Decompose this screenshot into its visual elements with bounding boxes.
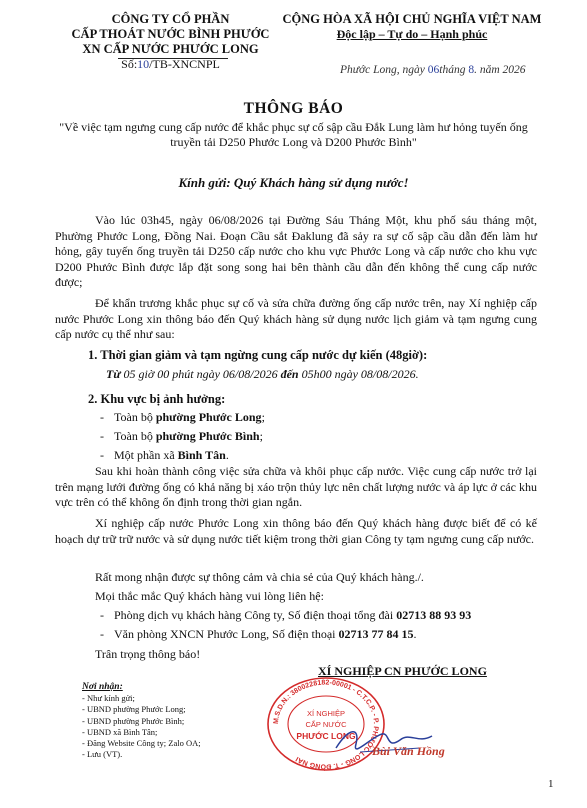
issuer-block <box>68 12 273 72</box>
affected-area-item: - Toàn bộ phường Phước Bình; <box>100 429 263 443</box>
recipient-item: - Đăng Website Công ty; Zalo OA; <box>82 738 201 749</box>
section-1-title: 1. Thời gian giảm và tạm ngừng cung cấp nước dự kiến (48giờ): <box>88 348 428 362</box>
date-day-handwritten: 06 <box>427 64 440 76</box>
handwritten-signature <box>330 718 440 768</box>
contact-line: - Văn phòng XNCN Phước Long, Số điện thoại 02713 77 84 15. <box>100 627 417 641</box>
closing-line: Trân trọng thông báo! <box>95 647 201 661</box>
recipients-title: Nơi nhận: <box>82 682 123 692</box>
section-2-title: 2. Khu vực bị ảnh hưởng: <box>88 392 226 406</box>
doc-number-handwritten: 10 <box>137 57 150 71</box>
paragraph-contact-intro: Mọi thắc mắc Quý khách hàng vui lòng liên hệ: <box>95 589 324 603</box>
paragraph-advice: Xí nghiệp cấp nước Phước Long xin thông báo đến Quý khách hàng được biết để có kế hoạch dự trữ trữ nước và sử dụng nước tiết kiệm trong thời gian Công ty tạm ngưng cung cấp nước. <box>55 516 537 546</box>
recipient-item: - UBND xã Bình Tân; <box>82 726 158 737</box>
issuer-divider <box>118 58 228 59</box>
signing-organization: XÍ NGHIỆP CN PHƯỚC LONG <box>318 664 487 678</box>
date-month-handwritten: 8 <box>468 64 475 76</box>
issue-date: Phước Long, ngày 06tháng 8. năm 2026 <box>340 64 526 76</box>
doc-number: Số:10/TB-XNCNPL <box>121 57 220 71</box>
contact-line: - Phòng dịch vụ khách hàng Công ty, Số điện thoại tổng đài 02713 88 93 93 <box>100 608 472 622</box>
stamp-center-line: XÍ NGHIỆP <box>307 709 345 718</box>
contact-phone: 02713 88 93 93 <box>396 608 472 622</box>
stamp-center-line: CẤP NƯỚC <box>305 720 347 729</box>
affected-area-item: - Toàn bộ phường Phước Long; <box>100 410 265 424</box>
paragraph-notice: Để khẩn trương khắc phục sự cố và sửa chữa đường ống cấp nước trên, nay Xí nghiệp cấp nước Phước Long xin thông báo đến Quý khách hàng sử dụng nước lịch giảm và tạm ngưng cung cấp nước cụ thể như sau: <box>55 296 537 341</box>
issuer-line-1: CÔNG TY CỔ PHẦN <box>111 12 230 26</box>
issuer-line-3: XN CẤP NƯỚC PHƯỚC LONG <box>82 42 259 56</box>
issuer-line-2: CẤP THOÁT NƯỚC BÌNH PHƯỚC <box>71 27 270 41</box>
paragraph-thanks: Rất mong nhận được sự thông cảm và chia sẻ của Quý khách hàng./. <box>95 570 424 584</box>
contact-phone: 02713 77 84 15 <box>338 627 414 641</box>
recipient-item: - Lưu (VT). <box>82 749 123 760</box>
recipient-item: - UBND phường Phước Long; <box>82 704 186 715</box>
signer-name: Bùi Văn Hồng <box>372 744 445 758</box>
page-number: 1 <box>548 778 554 790</box>
affected-area-item: - Một phần xã Bình Tân. <box>100 448 229 462</box>
recipient-item: - Như kính gửi; <box>82 693 135 704</box>
recipients-block <box>82 682 201 760</box>
document-title: THÔNG BÁO <box>243 100 344 117</box>
national-motto: Độc lập – Tự do – Hạnh phúc <box>336 27 488 41</box>
section-1-timeframe: Từ 05 giờ 00 phút ngày 06/08/2026 đến 05h00 ngày 08/08/2026. <box>106 367 419 381</box>
stamp-center-line: PHƯỚC LONG <box>296 731 356 741</box>
stamp-ring-text: M.S.D.N.: 3800228182-00001 - C.T.C.P. - P. PHƯỚC LONG - T. ĐỒNG NAI <box>272 679 380 770</box>
paragraph-restoration: Sau khi hoàn thành công việc sửa chữa và khôi phục cấp nước. Việc cung cấp nước trở lại trên mạng lưới đường ống có khả năng bị xáo trộn thủy lực nên chất lượng nước và áp lực ở các khu vực trên có thể không ổn định trong thời gian ngắn. <box>55 464 537 509</box>
paragraph-incident: Vào lúc 03h45, ngày 06/08/2026 tại Đường Sáu Tháng Một, khu phố sáu tháng một, Phường Phước Long, Đồng Nai. Đoạn Cầu sắt Đaklung đã sảy ra sự cố sập cầu dẫn đến làm hư hỏng, gây tuyến ống truyền tải D250 cấp nước cho khu vực Phước Long và cấp nước cho khu vực D200 Phước Bình được lắp đặt song song hai bên thành cầu dẫn đến không thể cung cấp nước được; <box>55 213 537 289</box>
document-subject: "Về việc tạm ngưng cung cấp nước để khắc phục sự cố sập cầu Đắk Lung làm hư hỏng tuyến ống truyền tải D250 Phước Long và D200 Phước Bình" <box>59 120 528 149</box>
national-header <box>262 12 562 42</box>
nation-name: CỘNG HÒA XÃ HỘI CHỦ NGHĨA VIỆT NAM <box>282 12 542 26</box>
greeting: Kính gửi: Quý Khách hàng sử dụng nước! <box>178 175 409 190</box>
recipient-item: - UBND phường Phước Bình; <box>82 715 185 726</box>
